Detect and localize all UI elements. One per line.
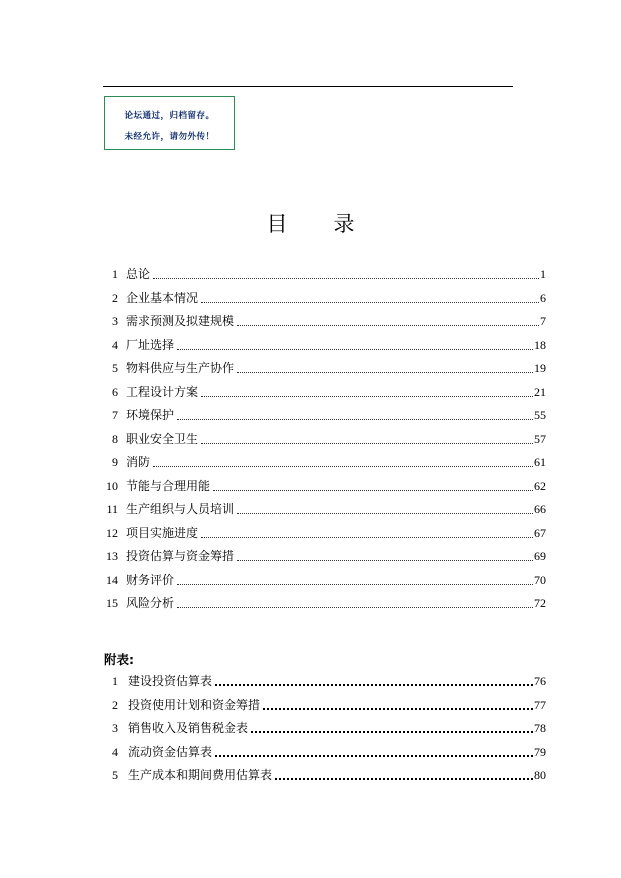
- dot-leader: [213, 490, 533, 491]
- entry-number: 10: [106, 478, 118, 493]
- entry-page-number: 66: [534, 502, 546, 516]
- appendix-entry[interactable]: [100, 718, 546, 736]
- toc-entry[interactable]: [100, 570, 546, 588]
- entry-number: 13: [106, 549, 118, 563]
- entry-page-number: 72: [534, 596, 546, 610]
- entry-page-number: 61: [534, 455, 546, 469]
- toc-entry[interactable]: [100, 523, 546, 541]
- dot-leader: [177, 607, 533, 608]
- entry-number: 2: [112, 290, 118, 305]
- toc-entry[interactable]: [100, 429, 546, 447]
- entry-title: 销售收入及销售税金表: [128, 721, 249, 735]
- entry-title: 工程设计方案: [126, 384, 199, 399]
- entry-title: 生产组织与人员培训: [126, 502, 235, 516]
- dot-leader: [201, 396, 533, 397]
- dot-leader: [177, 584, 533, 585]
- entry-page-number: 21: [534, 384, 546, 399]
- entry-page-number: 1: [540, 267, 546, 281]
- dot-leader: [153, 466, 533, 467]
- entry-page-number: 18: [534, 337, 546, 352]
- entry-number: 4: [112, 744, 118, 759]
- appendix-entry[interactable]: [100, 695, 546, 713]
- stamp-line-1: 论坛通过，归档留存。: [124, 111, 215, 121]
- dot-leader: [177, 419, 533, 420]
- page-title: 目录: [266, 212, 401, 236]
- dot-leader: [153, 278, 539, 279]
- entry-page-number: 77: [534, 697, 546, 712]
- toc-entry[interactable]: [100, 546, 546, 564]
- entry-number: 9: [112, 455, 118, 469]
- entry-page-number: 67: [534, 525, 546, 540]
- entry-title: 项目实施进度: [126, 525, 199, 540]
- entry-number: 7: [112, 408, 118, 422]
- entry-title: 需求预测及拟建规模: [126, 314, 235, 328]
- dot-leader: [237, 372, 533, 373]
- toc-entry[interactable]: [100, 311, 546, 329]
- dot-leader: [275, 778, 533, 780]
- stamp-line-2: 未经允许，请勿外传！: [124, 132, 215, 142]
- entry-title: 厂址选择: [126, 337, 175, 352]
- header-rule: [103, 86, 513, 87]
- entry-title: 生产成本和期间费用估算表: [128, 768, 273, 782]
- toc-entry[interactable]: [100, 499, 546, 517]
- entry-number: 1: [112, 267, 118, 281]
- entry-title: 企业基本情况: [126, 290, 199, 305]
- entry-number: 6: [112, 384, 118, 399]
- entry-number: 11: [106, 502, 118, 516]
- entry-page-number: 62: [534, 478, 546, 493]
- appendix-entry[interactable]: [100, 671, 546, 689]
- entry-title: 投资估算与资金筹措: [126, 549, 235, 563]
- entry-number: 8: [112, 431, 118, 446]
- entry-title: 消防: [126, 455, 151, 469]
- toc-entry[interactable]: [100, 382, 546, 400]
- entry-title: 职业安全卫生: [126, 431, 199, 446]
- entry-title: 环境保护: [126, 408, 175, 422]
- dot-leader: [215, 684, 533, 686]
- entry-page-number: 55: [534, 408, 546, 422]
- entry-page-number: 70: [534, 572, 546, 587]
- entry-number: 3: [112, 721, 118, 735]
- entry-title: 流动资金估算表: [128, 744, 213, 759]
- dot-leader: [201, 302, 539, 303]
- entry-page-number: 78: [534, 721, 546, 735]
- entry-number: 2: [112, 697, 118, 712]
- appendix-entry[interactable]: [100, 765, 546, 783]
- stamp-box: [104, 96, 235, 150]
- toc-entry[interactable]: [100, 288, 546, 306]
- entry-number: 3: [112, 314, 118, 328]
- toc-entry[interactable]: [100, 358, 546, 376]
- entry-title: 总论: [126, 267, 151, 281]
- toc-entry[interactable]: [100, 452, 546, 470]
- entry-title: 风险分析: [126, 596, 175, 610]
- entry-number: 15: [106, 596, 118, 610]
- dot-leader: [177, 349, 533, 350]
- dot-leader: [201, 443, 533, 444]
- toc-entry[interactable]: [100, 405, 546, 423]
- entry-title: 投资使用计划和资金筹措: [128, 697, 261, 712]
- entry-title: 节能与合理用能: [126, 478, 211, 493]
- entry-page-number: 6: [540, 290, 546, 305]
- toc-entry[interactable]: [100, 264, 546, 282]
- dot-leader: [201, 537, 533, 538]
- entry-title: 物料供应与生产协作: [126, 361, 235, 375]
- entry-number: 5: [112, 361, 118, 375]
- entry-number: 12: [106, 525, 118, 540]
- dot-leader: [263, 708, 533, 710]
- entry-page-number: 69: [534, 549, 546, 563]
- entry-number: 14: [106, 572, 118, 587]
- entry-page-number: 19: [534, 361, 546, 375]
- appendix-entry[interactable]: [100, 742, 546, 760]
- entry-page-number: 79: [534, 744, 546, 759]
- toc-entry[interactable]: [100, 335, 546, 353]
- dot-leader: [215, 755, 533, 757]
- entry-number: 1: [112, 674, 118, 688]
- entry-page-number: 80: [534, 768, 546, 782]
- entry-title: 建设投资估算表: [128, 674, 213, 688]
- entry-page-number: 7: [540, 314, 546, 328]
- dot-leader: [237, 560, 533, 561]
- dot-leader: [251, 731, 533, 733]
- entry-title: 财务评价: [126, 572, 175, 587]
- entry-page-number: 76: [534, 674, 546, 688]
- entry-number: 5: [112, 768, 118, 782]
- toc-entry[interactable]: [100, 476, 546, 494]
- toc-entry[interactable]: [100, 593, 546, 611]
- dot-leader: [237, 513, 533, 514]
- entry-number: 4: [112, 337, 118, 352]
- appendix-heading: 附表:: [104, 652, 134, 667]
- dot-leader: [237, 325, 539, 326]
- entry-page-number: 57: [534, 431, 546, 446]
